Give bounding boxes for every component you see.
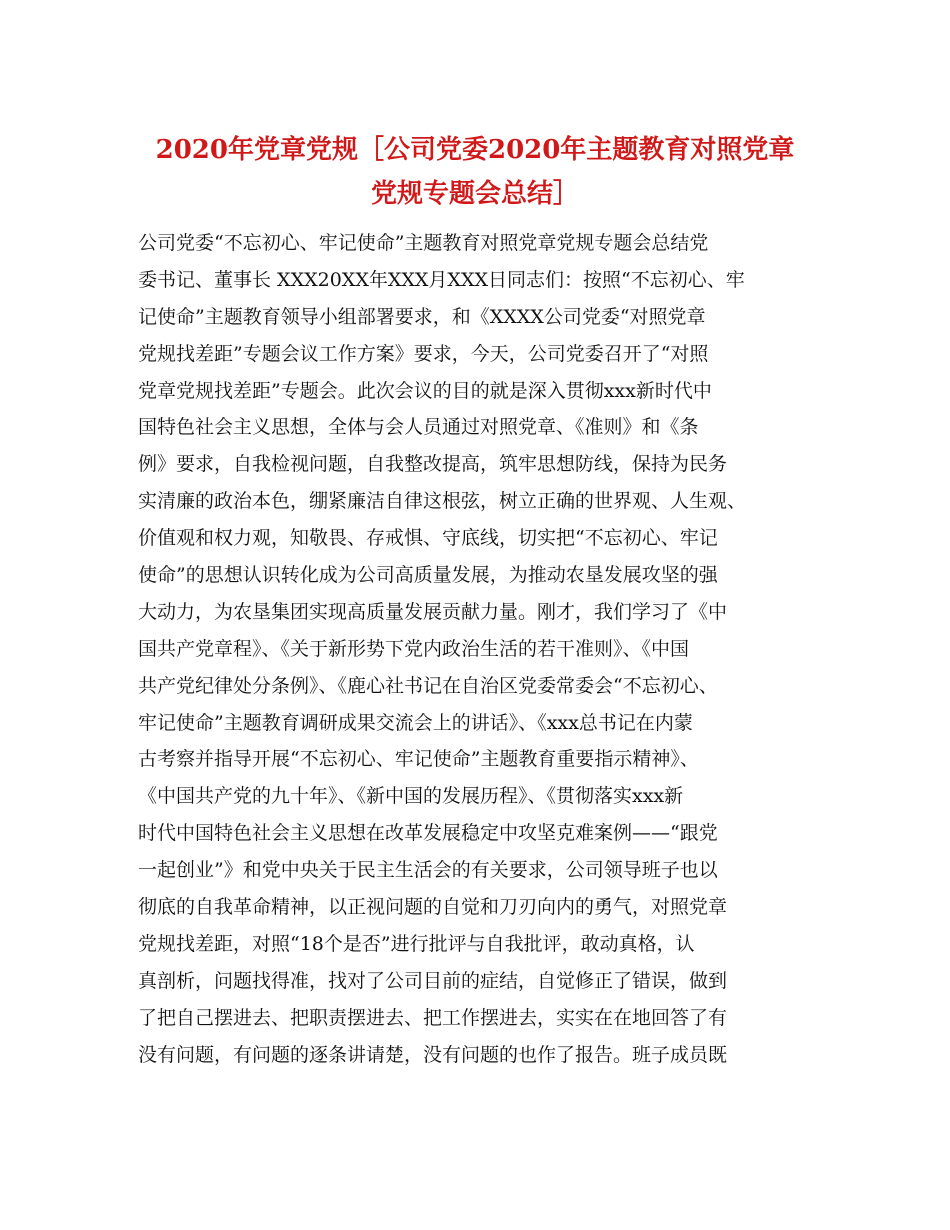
body-line-7: 例》要求，自我检视问题，自我整改提高，筑牢思想防线，保持为民务 <box>138 453 728 476</box>
body-line-6: 国特色社会主义思想，全体与会人员通过对照党章、《准则》和《条 <box>138 416 699 439</box>
document-title-line-1: 2020年党章党规［公司党委2020年主题教育对照党章 <box>155 135 795 165</box>
document-title-line-2: 党规专题会总结］ <box>370 179 579 209</box>
body-line-16: 《中国共产党的九十年》、《新中国的发展历程》、《贯彻落实xxx新 <box>138 785 684 808</box>
body-line-1: 公司党委“不忘初心、牢记使命”主题教育对照党章党规专题会总结党 <box>138 232 709 254</box>
body-line-17: 时代中国特色社会主义思想在改革发展稳定中攻坚克难案例——“跟党 <box>138 822 718 845</box>
body-line-11: 大动力，为农垦集团实现高质量发展贡献力量。刚才，我们学习了《中 <box>138 600 728 623</box>
body-line-21: 真剖析，问题找得准，找对了公司目前的症结，自觉修正了错误，做到 <box>138 969 728 992</box>
body-line-20: 党规找差距，对照“18个是否”进行批评与自我批评，敢动真格，认 <box>138 932 695 955</box>
body-line-3: 记使命”主题教育领导小组部署要求，和《XXXX公司党委“对照党章 <box>138 305 706 328</box>
body-line-15: 古考察并指导开展“不忘初心、牢记使命”主题教育重要指示精神》、 <box>138 748 699 771</box>
body-line-23: 没有问题，有问题的逐条讲请楚，没有问题的也作了报告。班子成员既 <box>138 1043 728 1066</box>
body-line-9: 价值观和权力观，知敬畏、存戒惧、守底线，切实把“不忘初心、牢记 <box>138 527 718 550</box>
body-line-2: 委书记、董事长 XXX20XX年XXX月XXX日同志们：按照“不忘初心、牢 <box>138 268 745 291</box>
body-line-19: 彻底的自我革命精神，以正视问题的自觉和刀刃向内的勇气，对照党章 <box>138 896 728 919</box>
body-line-8: 实清廉的政治本色，绷紧廉洁自律这根弦，树立正确的世界观、人生观、 <box>138 490 747 513</box>
body-line-18: 一起创业”》和党中央关于民主生活会的有关要求，公司领导班子也以 <box>138 859 718 882</box>
body-line-12: 国共产党章程》、《关于新形势下党内政治生活的若干准则》、《中国 <box>138 637 690 660</box>
body-line-22: 了把自己摆进去、把职责摆进去、把工作摆进去，实实在在地回答了有 <box>138 1006 728 1029</box>
document-body <box>138 225 828 1073</box>
body-line-10: 使命”的思想认识转化成为公司高质量发展，为推动农垦发展攻坚的强 <box>138 564 718 587</box>
body-line-14: 牢记使命”主题教育调研成果交流会上的讲话》、《xxx总书记在内蒙 <box>138 711 693 734</box>
body-line-5: 党章党规找差距”专题会。此次会议的目的就是深入贯彻xxx新时代中 <box>138 379 712 402</box>
body-line-13: 共产党纪律处分条例》、《鹿心社书记在自治区党委常委会“不忘初心、 <box>138 674 718 697</box>
body-line-4: 党规找差距”专题会议工作方案》要求，今天，公司党委召开了“对照 <box>138 342 709 365</box>
